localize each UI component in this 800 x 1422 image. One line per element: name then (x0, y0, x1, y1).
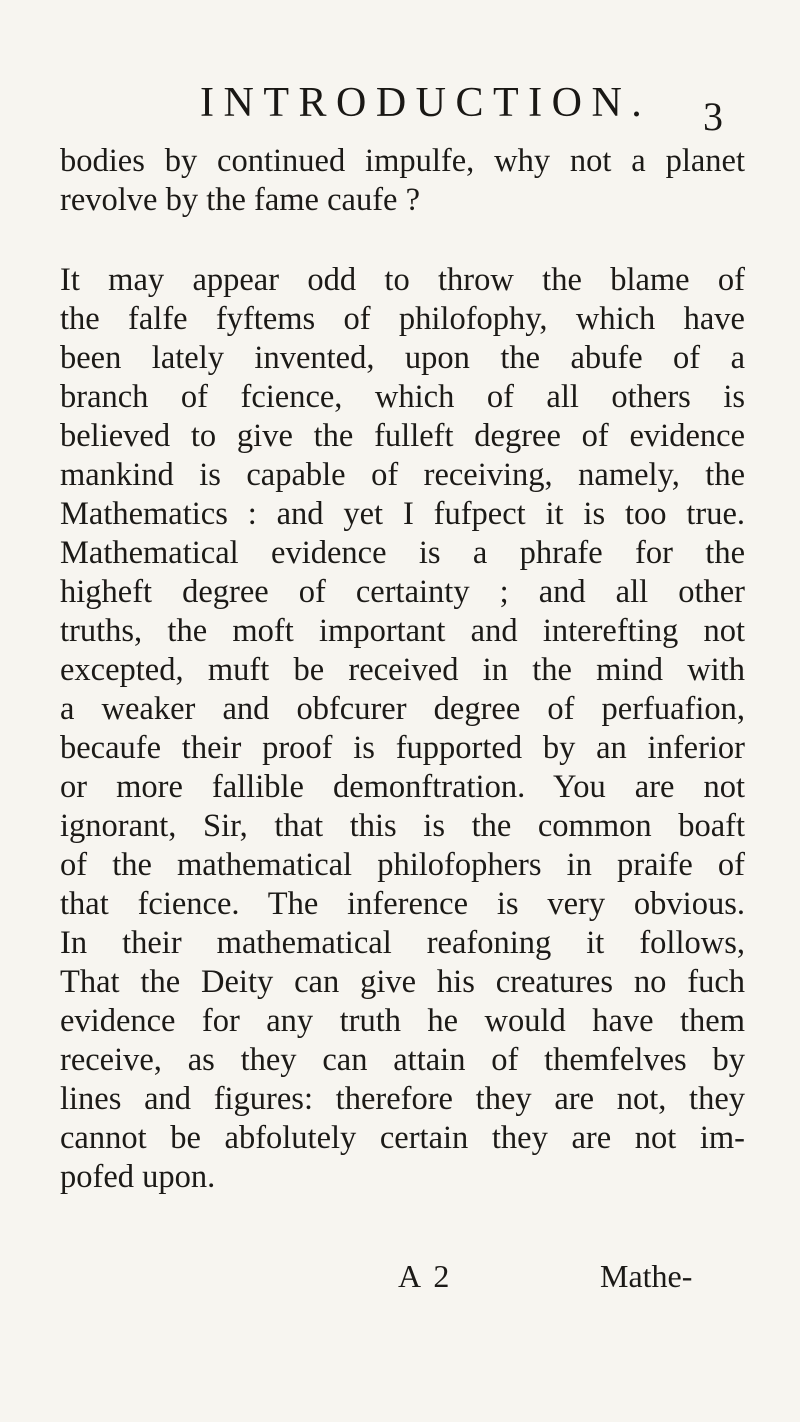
text-line: or more fallible demonftration. You are not (60, 769, 745, 805)
text-line: That the Deity can give his creatures no fuch (60, 964, 745, 1000)
text-line: Mathematical evidence is a phrafe for the (60, 535, 745, 571)
text-line: lines and figures: therefore they are not, they (60, 1081, 745, 1117)
text-line: It may appear odd to throw the blame of (60, 262, 745, 298)
text-line: Mathematics : and yet I fufpect it is too true. (60, 496, 745, 532)
paragraph-1 (60, 142, 745, 220)
text-line: of the mathematical philofophers in praife of (60, 847, 745, 883)
text-line: branch of fcience, which of all others is (60, 379, 745, 415)
page-header (200, 78, 740, 139)
text-line: receive, as they can attain of themfelves by (60, 1042, 745, 1078)
text-line: truths, the moft important and interefting not (60, 613, 745, 649)
text-line: bodies by continued impulfe, why not a planet (60, 143, 745, 179)
signature-mark: A 2 (398, 1258, 453, 1294)
text-line: In their mathematical reafoning it follows, (60, 925, 745, 961)
catchword: Mathe- (600, 1258, 693, 1294)
text-line: pofed upon. (60, 1159, 216, 1195)
text-line: cannot be abfolutely certain they are not im- (60, 1120, 745, 1156)
text-line: been lately invented, upon the abufe of a (60, 340, 745, 376)
text-line: believed to give the fulleft degree of evidence (60, 418, 745, 454)
page-number: 3 (703, 94, 723, 139)
text-line: mankind is capable of receiving, namely, the (60, 457, 745, 493)
running-title: INTRODUCTION. (200, 80, 652, 126)
text-line: becaufe their proof is fupported by an inferior (60, 730, 745, 766)
page-footer (0, 1254, 800, 1298)
paragraph-2 (60, 261, 745, 1197)
text-line: ignorant, Sir, that this is the common boaft (60, 808, 745, 844)
text-line: a weaker and obfcurer degree of perfuafion, (60, 691, 745, 727)
text-line: excepted, muft be received in the mind with (60, 652, 745, 688)
text-line: that fcience. The inference is very obvious. (60, 886, 745, 922)
text-line: higheft degree of certainty ; and all other (60, 574, 745, 610)
text-line: evidence for any truth he would have them (60, 1003, 745, 1039)
text-line: the falfe fyftems of philofophy, which have (60, 301, 745, 337)
text-line: revolve by the fame caufe ? (60, 182, 421, 218)
